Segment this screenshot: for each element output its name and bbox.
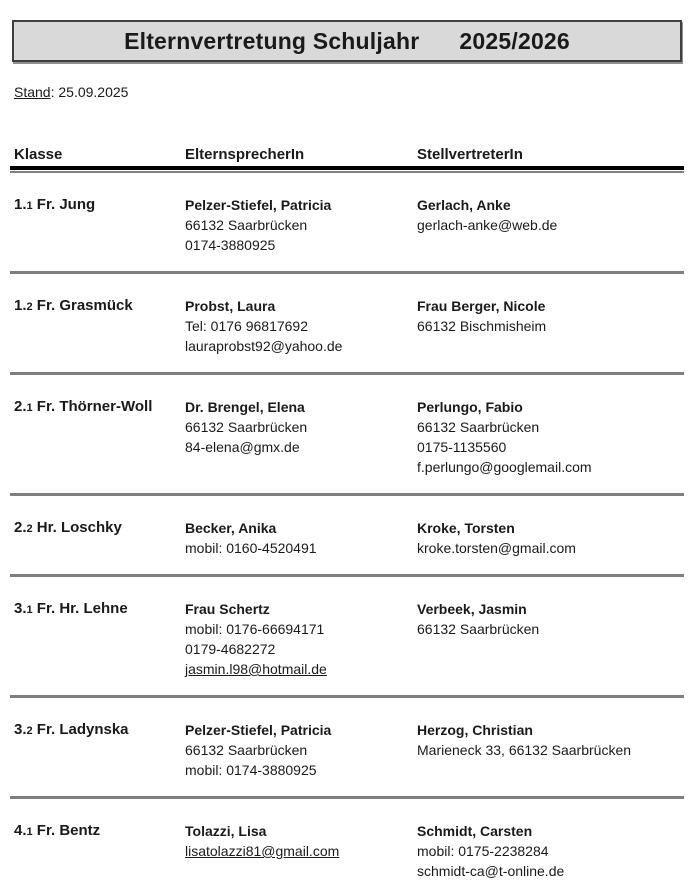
klasse-grade: 3.	[14, 721, 27, 738]
person-name: Frau Berger, Nicole	[417, 298, 546, 314]
klasse-cell	[14, 195, 185, 255]
stellvertreter-cell	[417, 599, 680, 679]
title-box	[12, 20, 682, 62]
contact-line: schmidt-ca@t-online.de	[417, 863, 565, 879]
klasse-sub-number: 1	[26, 826, 33, 838]
klasse-grade: 4.	[14, 822, 27, 839]
table-row	[14, 496, 680, 574]
klasse-grade: 2.	[14, 398, 27, 415]
contact-line: mobil: 0160-4520491	[185, 540, 317, 556]
contact-line: Marieneck 33, 66132 Saarbrücken	[417, 742, 632, 758]
stellvertreter-cell	[417, 518, 680, 558]
table-row	[14, 375, 680, 493]
person-name: Becker, Anika	[185, 520, 277, 536]
elternsprecher-cell	[185, 599, 417, 679]
table-row	[14, 577, 680, 695]
klasse-teacher: Hr. Loschky	[32, 519, 122, 536]
klasse-cell	[14, 599, 185, 679]
klasse-cell	[14, 821, 185, 881]
stellvertreter-cell	[417, 821, 680, 881]
contact-line: 66132 Saarbrücken	[185, 419, 308, 435]
stand-note	[14, 84, 694, 100]
contact-line: mobil: 0175-2238284	[417, 843, 549, 859]
contact-line: mobil: 0174-3880925	[185, 762, 317, 778]
table-row	[14, 274, 680, 372]
contact-line: 0174-3880925	[185, 237, 276, 253]
contact-line: 66132 Saarbrücken	[185, 217, 308, 233]
klasse-teacher: Fr. Ladynska	[32, 721, 129, 738]
stellvertreter-cell	[417, 397, 680, 477]
stellvertreter-cell	[417, 195, 680, 255]
person-name: Verbeek, Jasmin	[417, 601, 527, 617]
column-header-stellvertreterin: StellvertreterIn	[417, 146, 523, 163]
page-title: Elternvertretung Schuljahr	[124, 27, 420, 54]
klasse-teacher: Fr. Jung	[32, 196, 96, 213]
klasse-sub-number: 1	[26, 200, 33, 212]
elternsprecher-cell	[185, 720, 417, 780]
klasse-sub-number: 1	[26, 604, 33, 616]
klasse-teacher: Fr. Bentz	[32, 822, 101, 839]
header-rule-black	[10, 166, 684, 170]
person-name: Frau Schertz	[185, 601, 270, 617]
klasse-sub-number: 2	[26, 725, 33, 737]
email-link[interactable]: jasmin.l98@hotmail.de	[185, 661, 327, 677]
person-name: Probst, Laura	[185, 298, 276, 314]
klasse-sub-number: 2	[26, 523, 33, 535]
klasse-grade: 2.	[14, 519, 27, 536]
klasse-grade: 1.	[14, 297, 27, 314]
contact-line: kroke.torsten@gmail.com	[417, 540, 576, 556]
klasse-grade: 3.	[14, 600, 27, 617]
elternsprecher-cell	[185, 296, 417, 356]
klasse-teacher: Fr. Grasmück	[32, 297, 133, 314]
person-name: Pelzer-Stiefel, Patricia	[185, 722, 332, 738]
person-name: Kroke, Torsten	[417, 520, 515, 536]
table-header-row	[14, 146, 680, 163]
klasse-teacher: Fr. Thörner-Woll	[32, 398, 153, 415]
klasse-cell	[14, 720, 185, 780]
contact-line: f.perlungo@googlemail.com	[417, 459, 592, 475]
klasse-grade: 1.	[14, 196, 27, 213]
contact-line: 66132 Saarbrücken	[417, 621, 540, 637]
stand-value: : 25.09.2025	[50, 84, 129, 100]
klasse-sub-number: 1	[26, 402, 33, 414]
table-row	[14, 173, 680, 271]
table-row	[14, 799, 680, 891]
contact-line: 0179-4682272	[185, 641, 276, 657]
klasse-cell	[14, 518, 185, 558]
table-body	[0, 173, 694, 891]
klasse-cell	[14, 397, 185, 477]
person-name: Tolazzi, Lisa	[185, 823, 267, 839]
stellvertreter-cell	[417, 720, 680, 780]
contact-line: Tel: 0176 96817692	[185, 318, 308, 334]
column-header-klasse: Klasse	[14, 146, 63, 163]
klasse-sub-number: 2	[26, 301, 33, 313]
klasse-teacher: Fr. Hr. Lehne	[32, 600, 128, 617]
page-title-year: 2025/2026	[459, 27, 570, 54]
stellvertreter-cell	[417, 296, 680, 356]
person-name: Pelzer-Stiefel, Patricia	[185, 197, 332, 213]
person-name: Gerlach, Anke	[417, 197, 511, 213]
person-name: Dr. Brengel, Elena	[185, 399, 305, 415]
contact-line: gerlach-anke@web.de	[417, 217, 558, 233]
stand-label: Stand	[14, 84, 51, 100]
elternsprecher-cell	[185, 821, 417, 881]
person-name: Herzog, Christian	[417, 722, 533, 738]
contact-line: 66132 Saarbrücken	[185, 742, 308, 758]
column-header-elternsprecherin: ElternsprecherIn	[185, 146, 305, 163]
email-link[interactable]: lisatolazzi81@gmail.com	[185, 843, 340, 859]
contact-line: mobil: 0176-66694171	[185, 621, 325, 637]
contact-line: lauraprobst92@yahoo.de	[185, 338, 343, 354]
table-row	[14, 698, 680, 796]
elternsprecher-cell	[185, 195, 417, 255]
klasse-cell	[14, 296, 185, 356]
elternsprecher-cell	[185, 397, 417, 477]
contact-line: 66132 Bischmisheim	[417, 318, 547, 334]
person-name: Perlungo, Fabio	[417, 399, 523, 415]
contact-line: 0175-1135560	[417, 439, 507, 455]
person-name: Schmidt, Carsten	[417, 823, 533, 839]
contact-line: 66132 Saarbrücken	[417, 419, 540, 435]
elternsprecher-cell	[185, 518, 417, 558]
contact-line: 84-elena@gmx.de	[185, 439, 300, 455]
